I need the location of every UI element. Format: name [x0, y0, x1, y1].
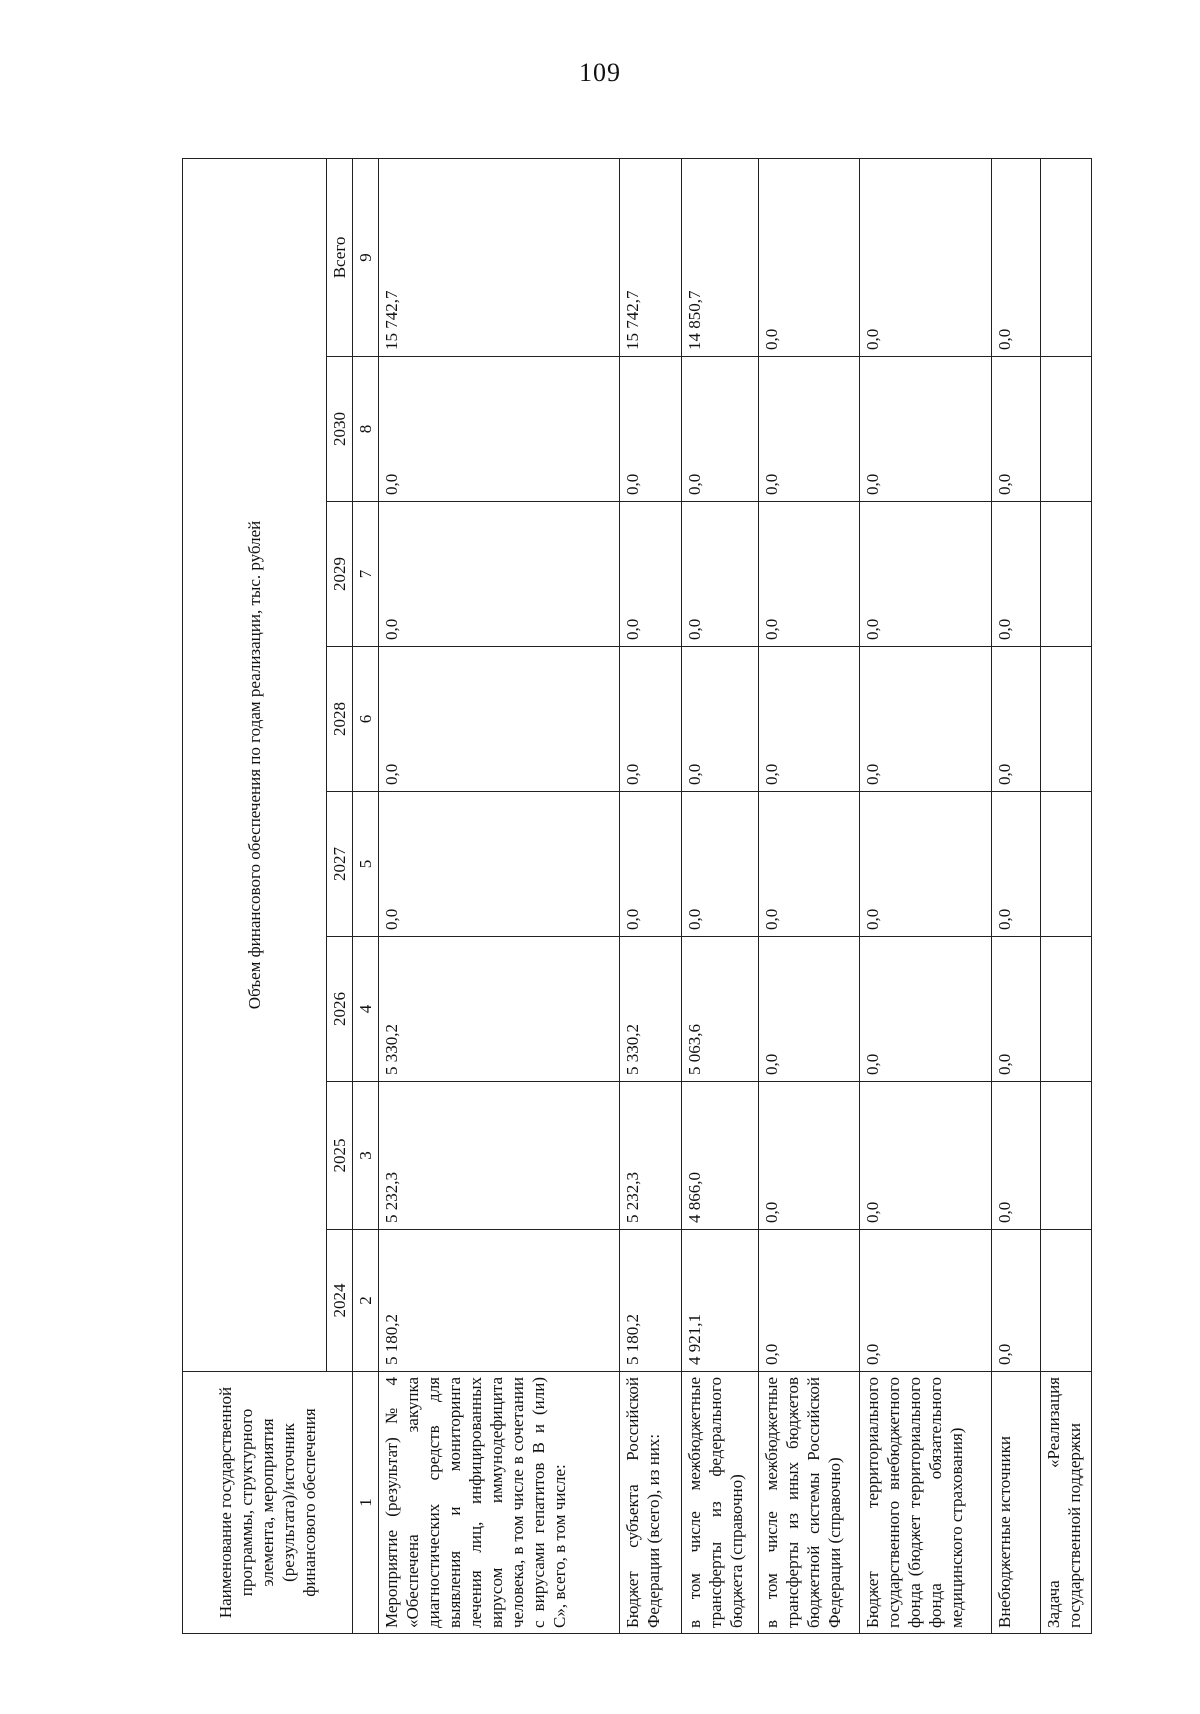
- value-cell: 5 063,6: [681, 937, 758, 1082]
- value-cell: 5 180,2: [619, 1230, 681, 1372]
- year-cell: 2026: [326, 937, 352, 1082]
- value-cell: 0,0: [992, 357, 1041, 502]
- value-cell: 5 330,2: [619, 937, 681, 1082]
- value-cell: 0,0: [379, 792, 619, 937]
- page-number: 109: [579, 58, 621, 87]
- value-cell: 0,0: [992, 792, 1041, 937]
- year-cell: 2027: [326, 792, 352, 937]
- value-cell: 0,0: [759, 158, 860, 356]
- value-cell: 0,0: [992, 937, 1041, 1082]
- table-row: [379, 158, 619, 1633]
- header-volume-cell: Объем финансового обеспечения по годам реализации, тыс. рублей: [183, 158, 327, 1371]
- value-cell: [1041, 502, 1092, 647]
- value-cell: 5 232,3: [619, 1082, 681, 1230]
- column-number-cell: 8: [352, 357, 378, 502]
- column-number-cell: 9: [352, 158, 378, 356]
- value-cell: [1041, 357, 1092, 502]
- value-cell: [1041, 792, 1092, 937]
- value-cell: 0,0: [759, 1082, 860, 1230]
- value-cell: 0,0: [992, 1230, 1041, 1372]
- row-name-cell: Мероприятие (результат) № 4 «Обеспечена закупка диагностических средств для выявления и мониторинга лечения лиц, инфицированных вирусом иммунодефицита человека, в том числе в сочетании с вирусами гепатитов B и (или) C», всего, в том числе:: [379, 1372, 619, 1634]
- year-cell: 2028: [326, 647, 352, 792]
- value-cell: [1041, 158, 1092, 356]
- row-name-cell: в том числе межбюджетные трансферты из иных бюджетов бюджетной системы Российской Федерации (справочно): [759, 1372, 860, 1634]
- value-cell: 0,0: [619, 792, 681, 937]
- value-cell: [1041, 1082, 1092, 1230]
- value-cell: 0,0: [992, 1082, 1041, 1230]
- value-cell: 0,0: [681, 357, 758, 502]
- table-row: [992, 158, 1041, 1633]
- value-cell: 4 866,0: [681, 1082, 758, 1230]
- column-number-cell: 4: [352, 937, 378, 1082]
- table-row: [759, 158, 860, 1633]
- value-cell: 0,0: [759, 502, 860, 647]
- value-cell: 0,0: [992, 502, 1041, 647]
- value-cell: 0,0: [859, 357, 991, 502]
- column-number-cell: 1: [352, 1372, 378, 1634]
- value-cell: [1041, 647, 1092, 792]
- rotated-table-container: [182, 159, 1092, 1634]
- table-row: [681, 158, 758, 1633]
- table-row: [859, 158, 991, 1633]
- value-cell: 0,0: [681, 647, 758, 792]
- value-cell: 0,0: [859, 792, 991, 937]
- value-cell: 0,0: [681, 792, 758, 937]
- value-cell: 0,0: [379, 502, 619, 647]
- value-cell: 0,0: [859, 647, 991, 792]
- value-cell: 5 330,2: [379, 937, 619, 1082]
- column-number-cell: 2: [352, 1230, 378, 1372]
- column-number-cell: 7: [352, 502, 378, 647]
- value-cell: 0,0: [379, 357, 619, 502]
- value-cell: 4 921,1: [681, 1230, 758, 1372]
- table-row: [1041, 158, 1092, 1633]
- header-name-cell: Наименование государственной программы, структурного элемента, мероприятия (результата)/источник финансового обеспечения: [183, 1372, 353, 1634]
- year-cell: 2029: [326, 502, 352, 647]
- value-cell: 15 742,7: [619, 158, 681, 356]
- value-cell: 0,0: [619, 647, 681, 792]
- value-cell: 15 742,7: [379, 158, 619, 356]
- column-number-cell: 5: [352, 792, 378, 937]
- value-cell: [1041, 937, 1092, 1082]
- row-name-cell: Бюджет субъекта Российской Федерации (всего), из них:: [619, 1372, 681, 1634]
- table-row: [619, 158, 681, 1633]
- value-cell: 5 180,2: [379, 1230, 619, 1372]
- row-name-cell: Внебюджетные источники: [992, 1372, 1041, 1634]
- value-cell: 0,0: [759, 1230, 860, 1372]
- year-cell: 2024: [326, 1230, 352, 1372]
- column-number-cell: 3: [352, 1082, 378, 1230]
- value-cell: 5 232,3: [379, 1082, 619, 1230]
- value-cell: 0,0: [859, 158, 991, 356]
- row-name-cell: в том числе межбюджетные трансферты из федерального бюджета (справочно): [681, 1372, 758, 1634]
- financing-table: [182, 158, 1092, 1634]
- value-cell: 0,0: [859, 502, 991, 647]
- year-cell: 2030: [326, 357, 352, 502]
- value-cell: 0,0: [681, 502, 758, 647]
- value-cell: 0,0: [759, 357, 860, 502]
- year-cell: Всего: [326, 158, 352, 356]
- value-cell: 0,0: [859, 937, 991, 1082]
- row-name-cell: Задача «Реализация государственной поддержки: [1041, 1372, 1092, 1634]
- value-cell: 0,0: [759, 647, 860, 792]
- column-number-cell: 6: [352, 647, 378, 792]
- year-cell: 2025: [326, 1082, 352, 1230]
- value-cell: 0,0: [859, 1082, 991, 1230]
- value-cell: 0,0: [992, 158, 1041, 356]
- value-cell: 0,0: [759, 792, 860, 937]
- value-cell: 0,0: [379, 647, 619, 792]
- row-name-cell: Бюджет территориального государственного внебюджетного фонда (бюджет территориального фонда обязательного медицинского страхования): [859, 1372, 991, 1634]
- value-cell: 0,0: [619, 357, 681, 502]
- value-cell: [1041, 1230, 1092, 1372]
- value-cell: 0,0: [992, 647, 1041, 792]
- value-cell: 0,0: [759, 937, 860, 1082]
- value-cell: 0,0: [619, 502, 681, 647]
- value-cell: 14 850,7: [681, 158, 758, 356]
- value-cell: 0,0: [859, 1230, 991, 1372]
